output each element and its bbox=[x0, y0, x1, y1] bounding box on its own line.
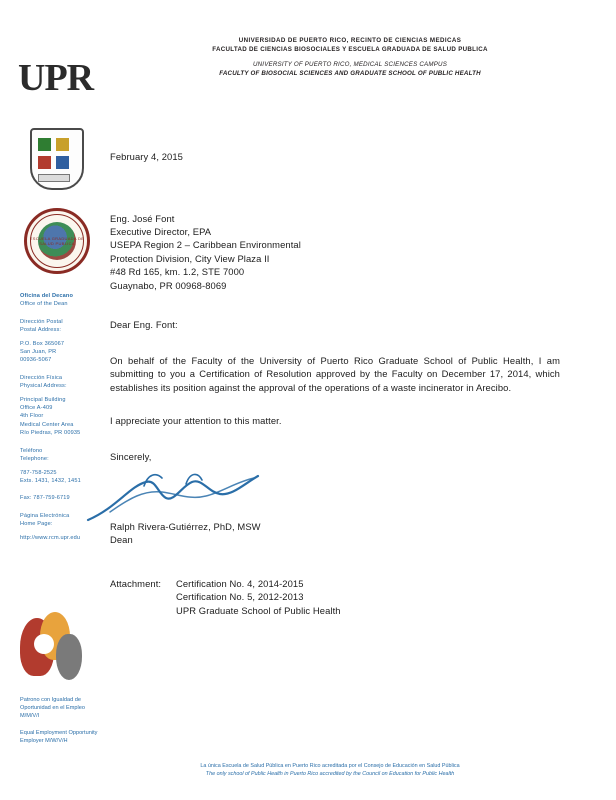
physical-label-es: Dirección Física bbox=[20, 374, 63, 381]
seal-caption: ESCUELA GRADUADA DE SALUD PUBLICA bbox=[29, 236, 85, 246]
graduate-school-seal bbox=[22, 206, 92, 276]
phone-extensions: Exts. 1431, 1432, 1451 bbox=[20, 477, 81, 484]
shield-quadrant-1 bbox=[38, 138, 51, 151]
recipient-line-4: Protection Division, City View Plaza II bbox=[110, 252, 270, 264]
emblem-figure-gray bbox=[56, 634, 82, 680]
eeo-text-es: Patrono con Igualdad de Oportunidad en el Empleo M/M/V/I bbox=[20, 697, 85, 720]
physical-address-block bbox=[20, 374, 98, 438]
letterhead-header bbox=[150, 36, 550, 78]
letter-body bbox=[110, 150, 560, 618]
physical-line-1: Principal Building bbox=[20, 396, 66, 403]
attachment-block bbox=[110, 577, 560, 618]
recipient-line-2: Executive Director, EPA bbox=[110, 226, 212, 237]
attachment-items bbox=[176, 577, 341, 618]
letter-date: February 4, 2015 bbox=[110, 151, 183, 162]
salutation: Dear Eng. Font: bbox=[110, 319, 178, 331]
emblem-cutout bbox=[34, 634, 54, 654]
postal-line-3: 00936-5067 bbox=[20, 357, 52, 364]
phone-label-en: Telephone: bbox=[20, 456, 49, 463]
footer-text-en: The only school of Public Health in Puerto Rico accredited by the Council on Education for Public Health bbox=[205, 771, 455, 777]
postal-address-block bbox=[20, 318, 98, 365]
recipient-line-5: #48 Rd 165, km. 1.2, STE 7000 bbox=[110, 266, 245, 278]
office-title-en: Office of the Dean bbox=[20, 301, 68, 308]
closing: Sincerely, bbox=[110, 451, 152, 462]
signature-name: Ralph Rivera-Gutiérrez, PhD, MSW bbox=[110, 520, 261, 532]
recipient-line-6: Guaynabo, PR 00968-8069 bbox=[110, 279, 227, 291]
header-line-1: UNIVERSIDAD DE PUERTO RICO, RECINTO DE CIENCIAS MEDICAS bbox=[238, 37, 462, 44]
postal-line-2: San Juan, PR bbox=[20, 349, 57, 356]
physical-line-5: Río Piedras, PR 00935 bbox=[20, 430, 81, 437]
upr-logo: UPR bbox=[18, 57, 94, 99]
shield-quadrant-2 bbox=[56, 138, 69, 151]
postal-label-en: Postal Address: bbox=[20, 327, 62, 334]
office-title-es: Oficina del Decano bbox=[20, 293, 74, 299]
postal-line-1: P.O. Box 365067 bbox=[20, 340, 65, 347]
phone-label-es: Teléfono bbox=[20, 447, 43, 454]
paragraph-2: I appreciate your attention to this matter. bbox=[110, 415, 282, 427]
equal-opportunity-emblem bbox=[18, 612, 90, 682]
attachment-item-3: UPR Graduate School of Public Health bbox=[176, 604, 341, 616]
physical-line-2: Office A-409 bbox=[20, 405, 53, 412]
attachment-label: Attachment: bbox=[110, 577, 162, 589]
shield-quadrant-4 bbox=[56, 156, 69, 169]
header-line-4: FACULTY OF BIOSOCIAL SCIENCES AND GRADUATE SCHOOL OF PUBLIC HEALTH bbox=[219, 70, 481, 77]
physical-line-3: 4th Floor bbox=[20, 413, 44, 420]
upr-shield-seal bbox=[22, 124, 92, 194]
fax-number: Fax: 787-759-6719 bbox=[20, 495, 70, 502]
handwritten-signature bbox=[86, 468, 266, 528]
physical-line-4: Medical Center Area bbox=[20, 421, 74, 428]
recipient-line-3: USEPA Region 2 – Caribbean Environmental bbox=[110, 239, 301, 251]
paragraph-1: On behalf of the Faculty of the University of Puerto Rico Graduate School of Public Health, I am submitting to you a Certification of Resolution approved by the Faculty on December 17, 2014, which establishes its position against the approval of the operations of a waste incinerator in Arecibo. bbox=[110, 354, 560, 393]
equal-opportunity-text bbox=[20, 696, 100, 745]
footer-text-es: La única Escuela de Salud Pública en Puerto Rico acreditada por el Consejo de Educación en Salud Pública bbox=[200, 763, 460, 769]
attachment-item-1: Certification No. 4, 2014-2015 bbox=[176, 577, 304, 589]
recipient-address bbox=[110, 212, 560, 292]
shield-quadrant-3 bbox=[38, 156, 51, 169]
signature-title: Dean bbox=[110, 534, 133, 546]
attachment-item-2: Certification No. 5, 2012-2013 bbox=[176, 591, 304, 603]
web-label-es: Página Electrónica bbox=[20, 512, 70, 519]
eeo-text-en: Equal Employment Opportunity Employer M/W/V/H bbox=[20, 729, 98, 744]
phone-number: 787-758-2525 bbox=[20, 469, 57, 476]
web-label-en: Home Page: bbox=[20, 521, 53, 528]
header-line-2: FACULTAD DE CIENCIAS BIOSOCIALES Y ESCUELA GRADUADA DE SALUD PUBLICA bbox=[212, 46, 488, 53]
postal-label-es: Dirección Postal bbox=[20, 318, 63, 325]
book-icon bbox=[38, 174, 70, 182]
office-block bbox=[20, 292, 98, 309]
header-line-3: UNIVERSITY OF PUERTO RICO, MEDICAL SCIENCES CAMPUS bbox=[252, 61, 448, 68]
page-footer bbox=[110, 762, 550, 778]
recipient-line-1: Eng. José Font bbox=[110, 212, 175, 224]
web-url[interactable]: http://www.rcm.upr.edu bbox=[20, 534, 81, 541]
physical-label-en: Physical Address: bbox=[20, 383, 67, 390]
